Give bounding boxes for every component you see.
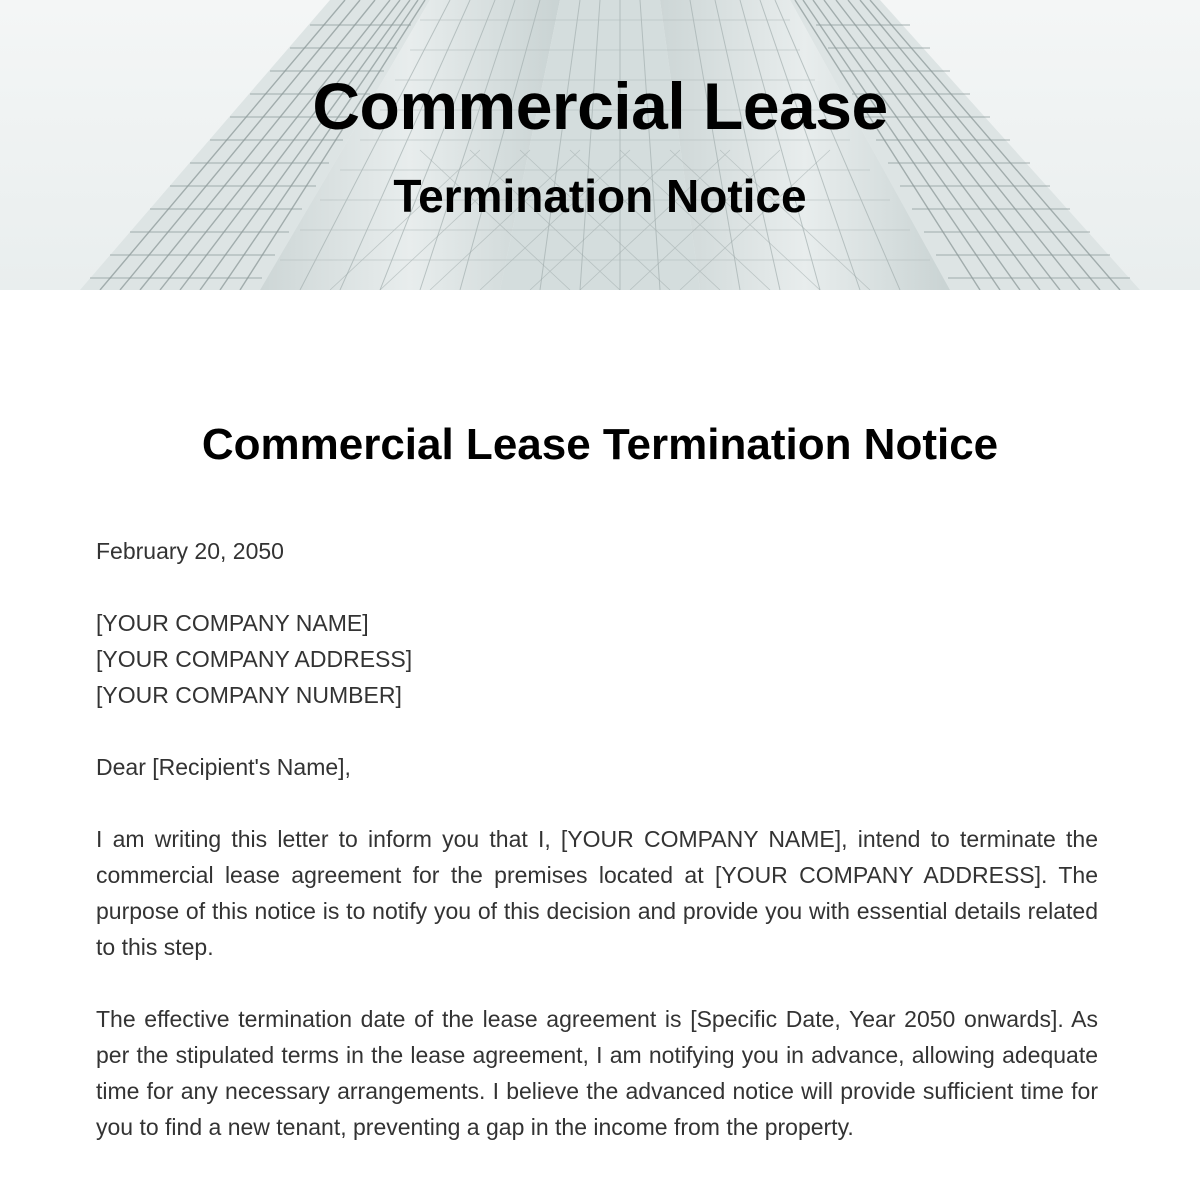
banner-title: Commercial Lease (312, 69, 888, 143)
paragraph-termination-date: The effective termination date of the lease agreement is [Specific Date, Year 2050 onwards]. As per the stipulated terms in the lease agreement, I am notifying you in advance, allowing adequate time for any necessary arrangements. I believe the advanced notice will provide sufficient time for you to find a new tenant, preventing a gap in the income from the property. (96, 1006, 1098, 1140)
banner-subtitle: Termination Notice (393, 170, 807, 222)
sender-company-address: [YOUR COMPANY ADDRESS] (96, 646, 413, 672)
document-title: Commercial Lease Termination Notice (201, 420, 999, 469)
spacer (96, 569, 1098, 605)
sender-block (96, 605, 1098, 713)
spacer (96, 965, 1098, 1001)
spacer (96, 785, 1098, 821)
header-banner (0, 0, 1200, 290)
letter-date: February 20, 2050 (96, 538, 284, 564)
sender-company-number: [YOUR COMPANY NUMBER] (96, 682, 402, 708)
letter-body (96, 533, 1098, 1145)
sender-company-name: [YOUR COMPANY NAME] (96, 610, 369, 636)
spacer (96, 713, 1098, 749)
salutation: Dear [Recipient's Name], (96, 754, 351, 780)
paragraph-intro: I am writing this letter to inform you that I, [YOUR COMPANY NAME], intend to terminate the commercial lease agreement for the premises located at [YOUR COMPANY ADDRESS]. The purpose of this notice is to notify you of this decision and provide you with essential details related to this step. (96, 826, 1098, 960)
